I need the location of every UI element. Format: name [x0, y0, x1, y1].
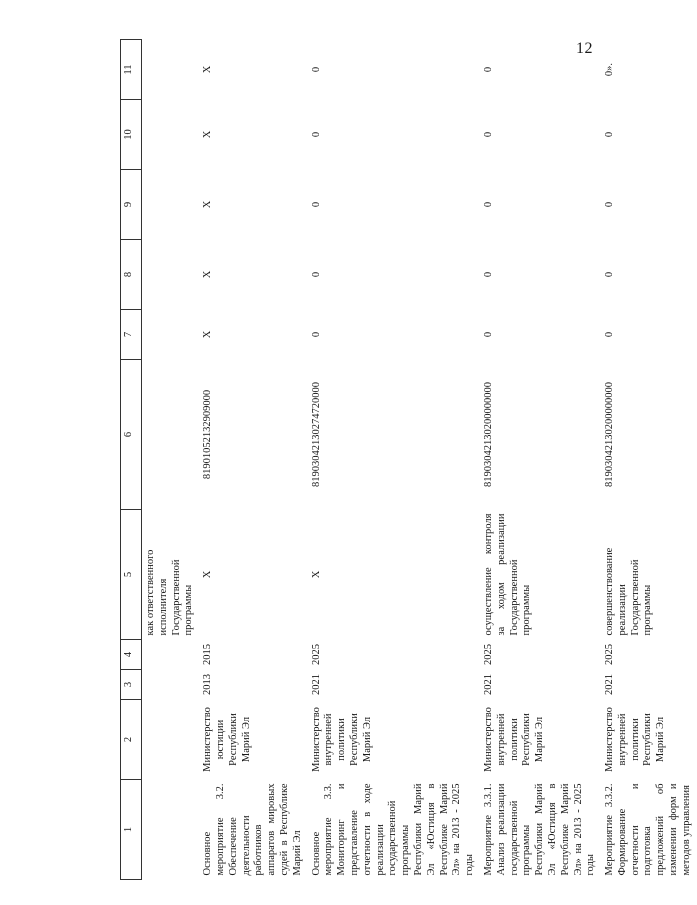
cell-value: 0: [604, 271, 616, 278]
cell-end-year: 2015: [202, 644, 214, 665]
cell-executor: Министерство внутренней политики Республики Марий Эл: [310, 707, 373, 772]
cell-executor: [142, 700, 200, 780]
cell-value: 0: [604, 201, 616, 208]
cell-start-year: 2013: [202, 674, 214, 695]
column-header: 2: [121, 700, 142, 780]
column-header: 1: [121, 780, 142, 880]
cell-result: совершенствование реализации Государственной программы: [604, 547, 654, 636]
cell-executor: Министерство юстиции Республики Марий Эл: [202, 707, 252, 772]
cell-value: 0: [604, 331, 616, 338]
cell-executor: Министерство внутренней политики Республики Марий Эл: [604, 707, 667, 772]
cell-result: как ответственного исполнителя Государственной программы: [145, 549, 195, 636]
cell-budget-code: 81903042130200000000: [482, 382, 494, 487]
cell-value: 0».: [604, 62, 616, 77]
table-row: [308, 40, 480, 880]
cell-start-year: 2021: [482, 674, 494, 695]
cell-value: 0: [310, 66, 322, 73]
cell-budget-code: 81903042130200000000: [604, 382, 616, 487]
cell-event-name: Мероприятие 3.3.1. Анализ реализации государственной программы Республики Марий Эл «Юстиция в Республике Марий Эл» на 2013 - 2025 годы: [482, 783, 597, 876]
column-header: 4: [121, 640, 142, 670]
cell-value: 0: [482, 271, 494, 278]
cell-value: X: [202, 65, 214, 74]
cell-result: X: [310, 570, 322, 579]
cell-value: [142, 170, 200, 240]
cell-event-name: Основное мероприятие 3.3. Мониторинг и представление отчетности в ходе реализации государственной программы Республики Марий Эл «Юстиция в Республике Марий Эл» на 2013 - 2025 годы: [310, 783, 476, 876]
cell-value: 0: [310, 131, 322, 138]
cell-value: X: [202, 130, 214, 139]
cell-event-name: [142, 780, 200, 880]
column-header: 10: [121, 100, 142, 170]
rotated-table-container: [120, 40, 692, 880]
column-header: 9: [121, 170, 142, 240]
column-header: 5: [121, 510, 142, 640]
cell-start-year: 2021: [604, 674, 616, 695]
cell-value: [142, 100, 200, 170]
cell-value: X: [202, 330, 214, 339]
cell-result: X: [202, 570, 214, 579]
cell-value: 0: [310, 331, 322, 338]
table-row: [142, 40, 200, 880]
column-header: 7: [121, 310, 142, 360]
cell-result: осуществление контроля за ходом реализации Государственной программы: [482, 513, 533, 636]
cell-value: [142, 40, 200, 100]
cell-value: 0: [482, 331, 494, 338]
column-header: 11: [121, 40, 142, 100]
cell-budget-code: [142, 360, 200, 510]
column-header: 6: [121, 360, 142, 510]
cell-value: 0: [482, 131, 494, 138]
cell-value: 0: [604, 131, 616, 138]
cell-value: X: [202, 270, 214, 279]
column-header: 8: [121, 240, 142, 310]
page-number: 12: [576, 40, 593, 57]
cell-value: 0: [310, 201, 322, 208]
table-header-row: [121, 40, 142, 880]
cell-value: 0: [482, 66, 494, 73]
column-header: 3: [121, 670, 142, 700]
cell-start-year: [142, 670, 200, 700]
cell-executor: Министерство внутренней политики Республики Марий Эл: [482, 707, 546, 772]
cell-value: 0: [482, 201, 494, 208]
cell-start-year: 2021: [310, 674, 322, 695]
cell-end-year: 2025: [310, 644, 322, 665]
program-table: [120, 39, 697, 880]
cell-end-year: 2025: [604, 644, 616, 665]
cell-value: [142, 310, 200, 360]
cell-event-name: Мероприятие 3.3.2. Формирование отчетности и подготовка предложений об изменении форм и методов управления: [604, 783, 692, 876]
table-row: [480, 40, 601, 880]
cell-budget-code: 81901052132909000: [202, 389, 214, 480]
cell-value: 0: [310, 271, 322, 278]
cell-value: [142, 240, 200, 310]
cell-end-year: 2025: [482, 644, 494, 665]
table-row: [199, 40, 307, 880]
cell-end-year: [142, 640, 200, 670]
cell-event-name: Основное мероприятие 3.2. Обеспечение деятельности работников аппаратов мировых судей в Республике Марий Эл: [202, 783, 303, 876]
cell-value: X: [202, 200, 214, 209]
table-row: [601, 40, 697, 880]
cell-budget-code: 81903042130274720000: [310, 382, 322, 487]
